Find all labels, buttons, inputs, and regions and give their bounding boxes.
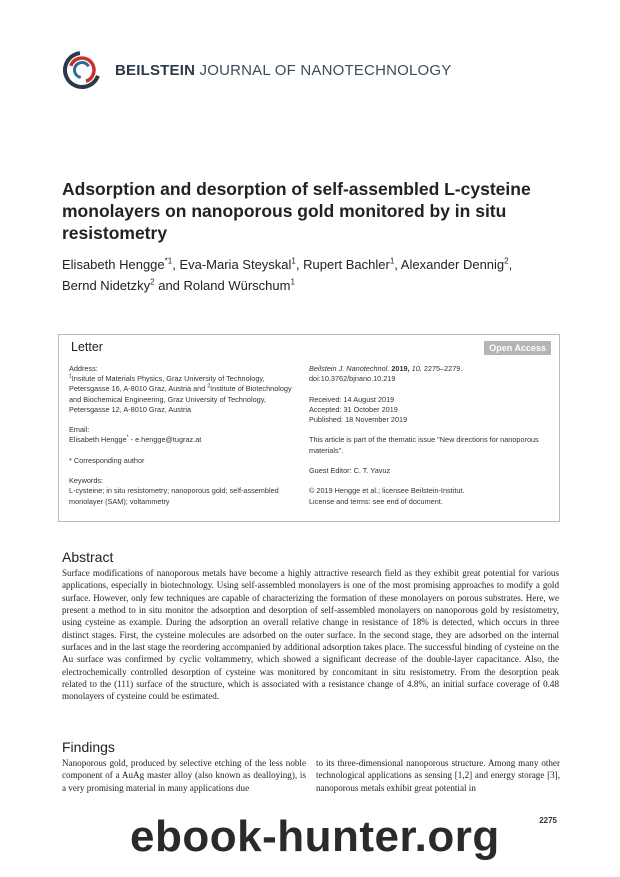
author-name: Alexander Dennig [400,257,505,272]
author-affiliation: 2 [150,277,155,287]
thematic-issue-note: This article is part of the thematic issue "New directions for nanoporous materials". [309,435,539,455]
email-separator: - [128,435,136,445]
received-date: Received: 14 August 2019 [309,394,395,404]
citation [309,364,554,374]
author-separator: , [508,257,513,272]
info-left-column [69,364,294,507]
author-name: Rupert Bachler [303,257,390,272]
article-info-box [58,334,560,522]
email-author: Elisabeth Hengge [69,435,127,445]
author-affiliation: 2 [504,256,509,266]
author-name: Bernd Nidetzky [62,278,151,293]
findings-column-left: Nanoporous gold, produced by selective etching of the less noble component of a AuAg master alloy (also known as dealloying), is a very promising material in many applications due [62,758,306,793]
author-affiliation: 1 [389,256,395,266]
findings-column-right: to its three-dimensional nanoporous structure. Among many other technological applications as sensing [1,2] and energy storage [3], nanoporous metals exhibit great potential in [316,758,560,793]
author-separator: , [172,257,180,272]
author-separator: , [394,257,401,272]
keywords-text: L-cysteine; in situ resistometry; nanoporous gold; self-assembled monolayer (SAM); voltammetry [69,486,279,506]
published-date: Published: 18 November 2019 [309,415,408,424]
author-affiliation: *1 [164,256,173,266]
watermark: ebook-hunter.org [130,812,500,861]
corresponding-author-note: * Corresponding author [69,455,145,465]
keywords-label: Keywords: [69,476,104,486]
beilstein-ring-logo-icon [62,50,102,90]
abstract-body: Surface modifications of nanoporous metals have become a highly attractive research field as they exhibit great potential for various applications, especially in biotechnology. Using self-assembled monolayers is one of the most promising approaches to modify a gold surface. However, only few techniques are capable of characterizing the formation of these monolayers on porous substrates. Here, we present a method to in situ monitor the adsorption and desorption of self-assembled monolayers on nanoporous gold by resistometry, using cysteine as example. During the adsorption an overall relative change in resistance of 18% is detected, which occurs in three distinct stages. First, the cysteine molecules are adsorbed on the outer surface. In the second stage, they are adsorbed on the internal surfaces and in the last stage the reordering accompanied by additional adsorption takes place. The successful binding of cysteine on the Au surface was confirmed by cyclic voltammetry, which showed a significant decrease of the double-layer capacitance. Also, the electrochemically controlled desorption of cysteine was monitored by concomitant in situ resistometry. From the desorption peak related to the (111) surface of the structure, which is associated with a resistance change of 4.8%, an initial surface coverage of 0.48 monolayers of cysteine could be estimated. [62,568,559,702]
article-type: Letter [71,340,103,354]
findings-heading: Findings [62,739,115,755]
journal-header [62,50,482,90]
address-2: Institute of Biotechnology and Biochemical Engineering, Graz University of Technology, Petersgasse 12, A-8010 Graz, Austria [69,384,292,414]
citation-journal: Beilstein J. Nanotechnol. [309,364,390,373]
page-number: 2275 [539,816,557,825]
article-title: Adsorption and desorption of self-assembled L-cysteine monolayers on nanoporous gold monitored by in situ resistometry [62,179,531,243]
author-name: Roland Würschum [183,278,291,293]
accepted-date: Accepted: 31 October 2019 [309,404,398,414]
author-name: Eva-Maria Steyskal [179,257,292,272]
email-label: Email: [69,425,90,435]
journal-name [115,62,451,79]
email-link[interactable]: e.hengge@tugraz.at [135,435,202,445]
doi-link[interactable]: doi:10.3762/bjnano.10.219 [309,374,396,384]
email-line: Elisabeth Hengge* - e.hengge@tugraz.at [69,434,202,445]
journal-name-rest: JOURNAL OF NANOTECHNOLOGY [195,62,452,79]
author-list [62,254,552,296]
open-access-badge: Open Access [484,341,551,355]
address-1: Insitute of Materials Physics, Graz University of Technology, Petersgasse 16, A-8010 Graz, Austria and [69,374,265,394]
abstract-heading: Abstract [62,549,114,565]
author-separator: and [154,278,184,293]
address-label: Address: [69,364,98,373]
author-name: Elisabeth Hengge [62,257,165,272]
copyright: © 2019 Hengge et al.; licensee Beilstein-Institut. [309,486,465,496]
address-text: $^1$Insitute of Materials Physics, Graz University of Technology, Petersgasse 16, A-8010 Graz, Austria and $^2$Institute of Biotechnology and Biochemical Engineering, Graz University of Technology, Petersgasse 12, A-8010 Graz, Austria [69,373,292,414]
citation-pages: 2275–2279. [421,364,463,373]
license-note: License and terms: see end of document. [309,496,443,506]
citation-year: 2019, [391,364,410,373]
author-affiliation: 1 [290,277,295,287]
info-right-column [309,364,554,507]
author-separator: , [295,257,304,272]
citation-volume: 10, [411,364,422,373]
guest-editor: Guest Editor: C. T. Yavuz [309,465,391,475]
author-affiliation: 1 [291,256,296,266]
journal-name-bold: BEILSTEIN [115,62,196,79]
